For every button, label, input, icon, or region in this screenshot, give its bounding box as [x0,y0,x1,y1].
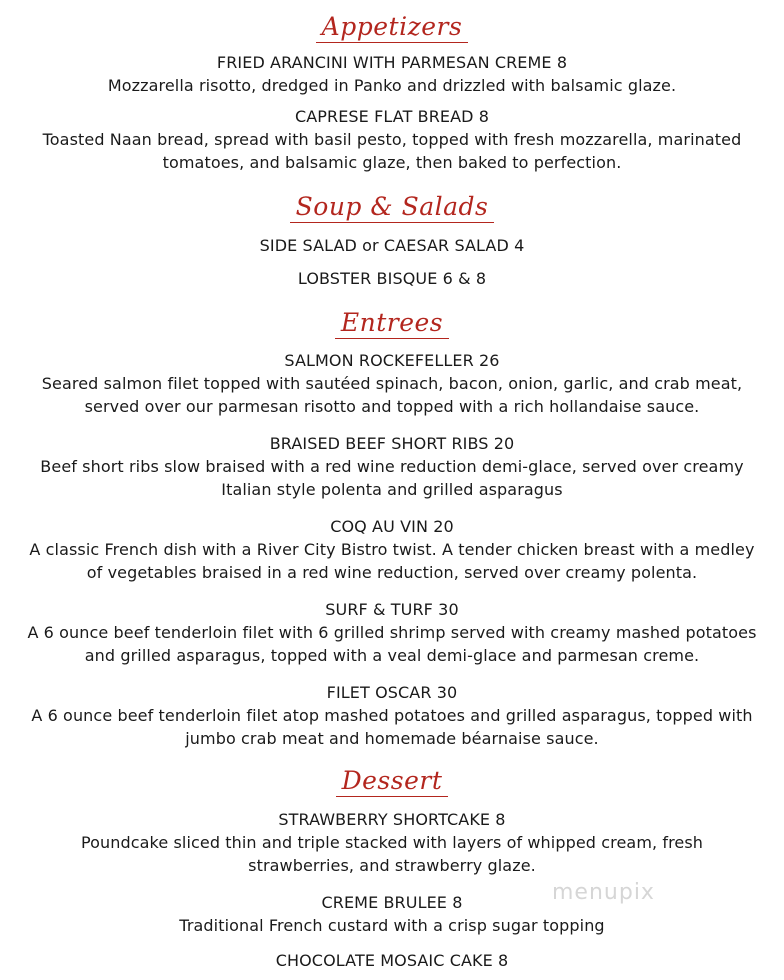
item-desc-braised-beef-short-ribs-2: Italian style polenta and grilled asparagus [221,480,563,499]
item-desc-fried-arancini: Mozzarella risotto, dredged in Panko and drizzled with balsamic glaze. [107,76,677,95]
item-name-salmon-rockefeller: SALMON ROCKEFELLER 26 [284,351,500,370]
item-desc-coq-au-vin-2: of vegetables braised in a red wine reduction, served over creamy polenta. [86,563,698,582]
item-desc-filet-oscar-2: jumbo crab meat and homemade béarnaise sauce. [185,729,599,748]
item-desc-strawberry-shortcake-2: strawberries, and strawberry glaze. [248,856,536,875]
watermark-logo: menupix [552,880,655,905]
item-name-side-salad: SIDE SALAD or CAESAR SALAD 4 [259,236,525,255]
item-desc-creme-brulee: Traditional French custard with a crisp sugar topping [179,916,605,935]
item-name-coq-au-vin: COQ AU VIN 20 [330,517,454,536]
item-desc-surf-turf-1: A 6 ounce beef tenderloin filet with 6 grilled shrimp served with creamy mashed potatoes [27,623,757,642]
item-name-braised-beef-short-ribs: BRAISED BEEF SHORT RIBS 20 [269,434,515,453]
item-desc-salmon-rockefeller-2: served over our parmesan risotto and topped with a rich hollandaise sauce. [84,397,700,416]
item-name-strawberry-shortcake: STRAWBERRY SHORTCAKE 8 [278,810,506,829]
item-name-caprese-flat-bread: CAPRESE FLAT BREAD 8 [294,107,490,126]
item-desc-salmon-rockefeller-1: Seared salmon filet topped with sautéed spinach, bacon, onion, garlic, and crab meat, [41,374,743,393]
section-title-entrees: Entrees [0,308,784,338]
item-name-chocolate-mosaic-cake: CHOCOLATE MOSAIC CAKE 8 [275,951,509,970]
item-desc-caprese-flat-bread-2: tomatoes, and balsamic glaze, then baked to perfection. [162,153,622,172]
item-name-creme-brulee: CREME BRULEE 8 [321,893,463,912]
item-desc-filet-oscar-1: A 6 ounce beef tenderloin filet atop mashed potatoes and grilled asparagus, topped with [31,706,753,725]
item-desc-coq-au-vin-1: A classic French dish with a River City Bistro twist. A tender chicken breast with a medley [29,540,755,559]
section-title-dessert: Dessert [0,766,784,796]
item-name-fried-arancini: FRIED ARANCINI WITH PARMESAN CREME 8 [216,53,568,72]
item-desc-caprese-flat-bread-1: Toasted Naan bread, spread with basil pesto, topped with fresh mozzarella, marinated [42,130,742,149]
section-title-appetizers: Appetizers [0,12,784,42]
item-name-surf-turf: SURF & TURF 30 [325,600,459,619]
item-desc-braised-beef-short-ribs-1: Beef short ribs slow braised with a red wine reduction demi-glace, served over creamy [40,457,744,476]
item-name-lobster-bisque: LOBSTER BISQUE 6 & 8 [297,269,487,288]
item-desc-strawberry-shortcake-1: Poundcake sliced thin and triple stacked with layers of whipped cream, fresh [80,833,704,852]
section-title-soup-salads: Soup & Salads [0,192,784,222]
item-desc-surf-turf-2: and grilled asparagus, topped with a veal demi-glace and parmesan creme. [84,646,700,665]
item-name-filet-oscar: FILET OSCAR 30 [326,683,458,702]
